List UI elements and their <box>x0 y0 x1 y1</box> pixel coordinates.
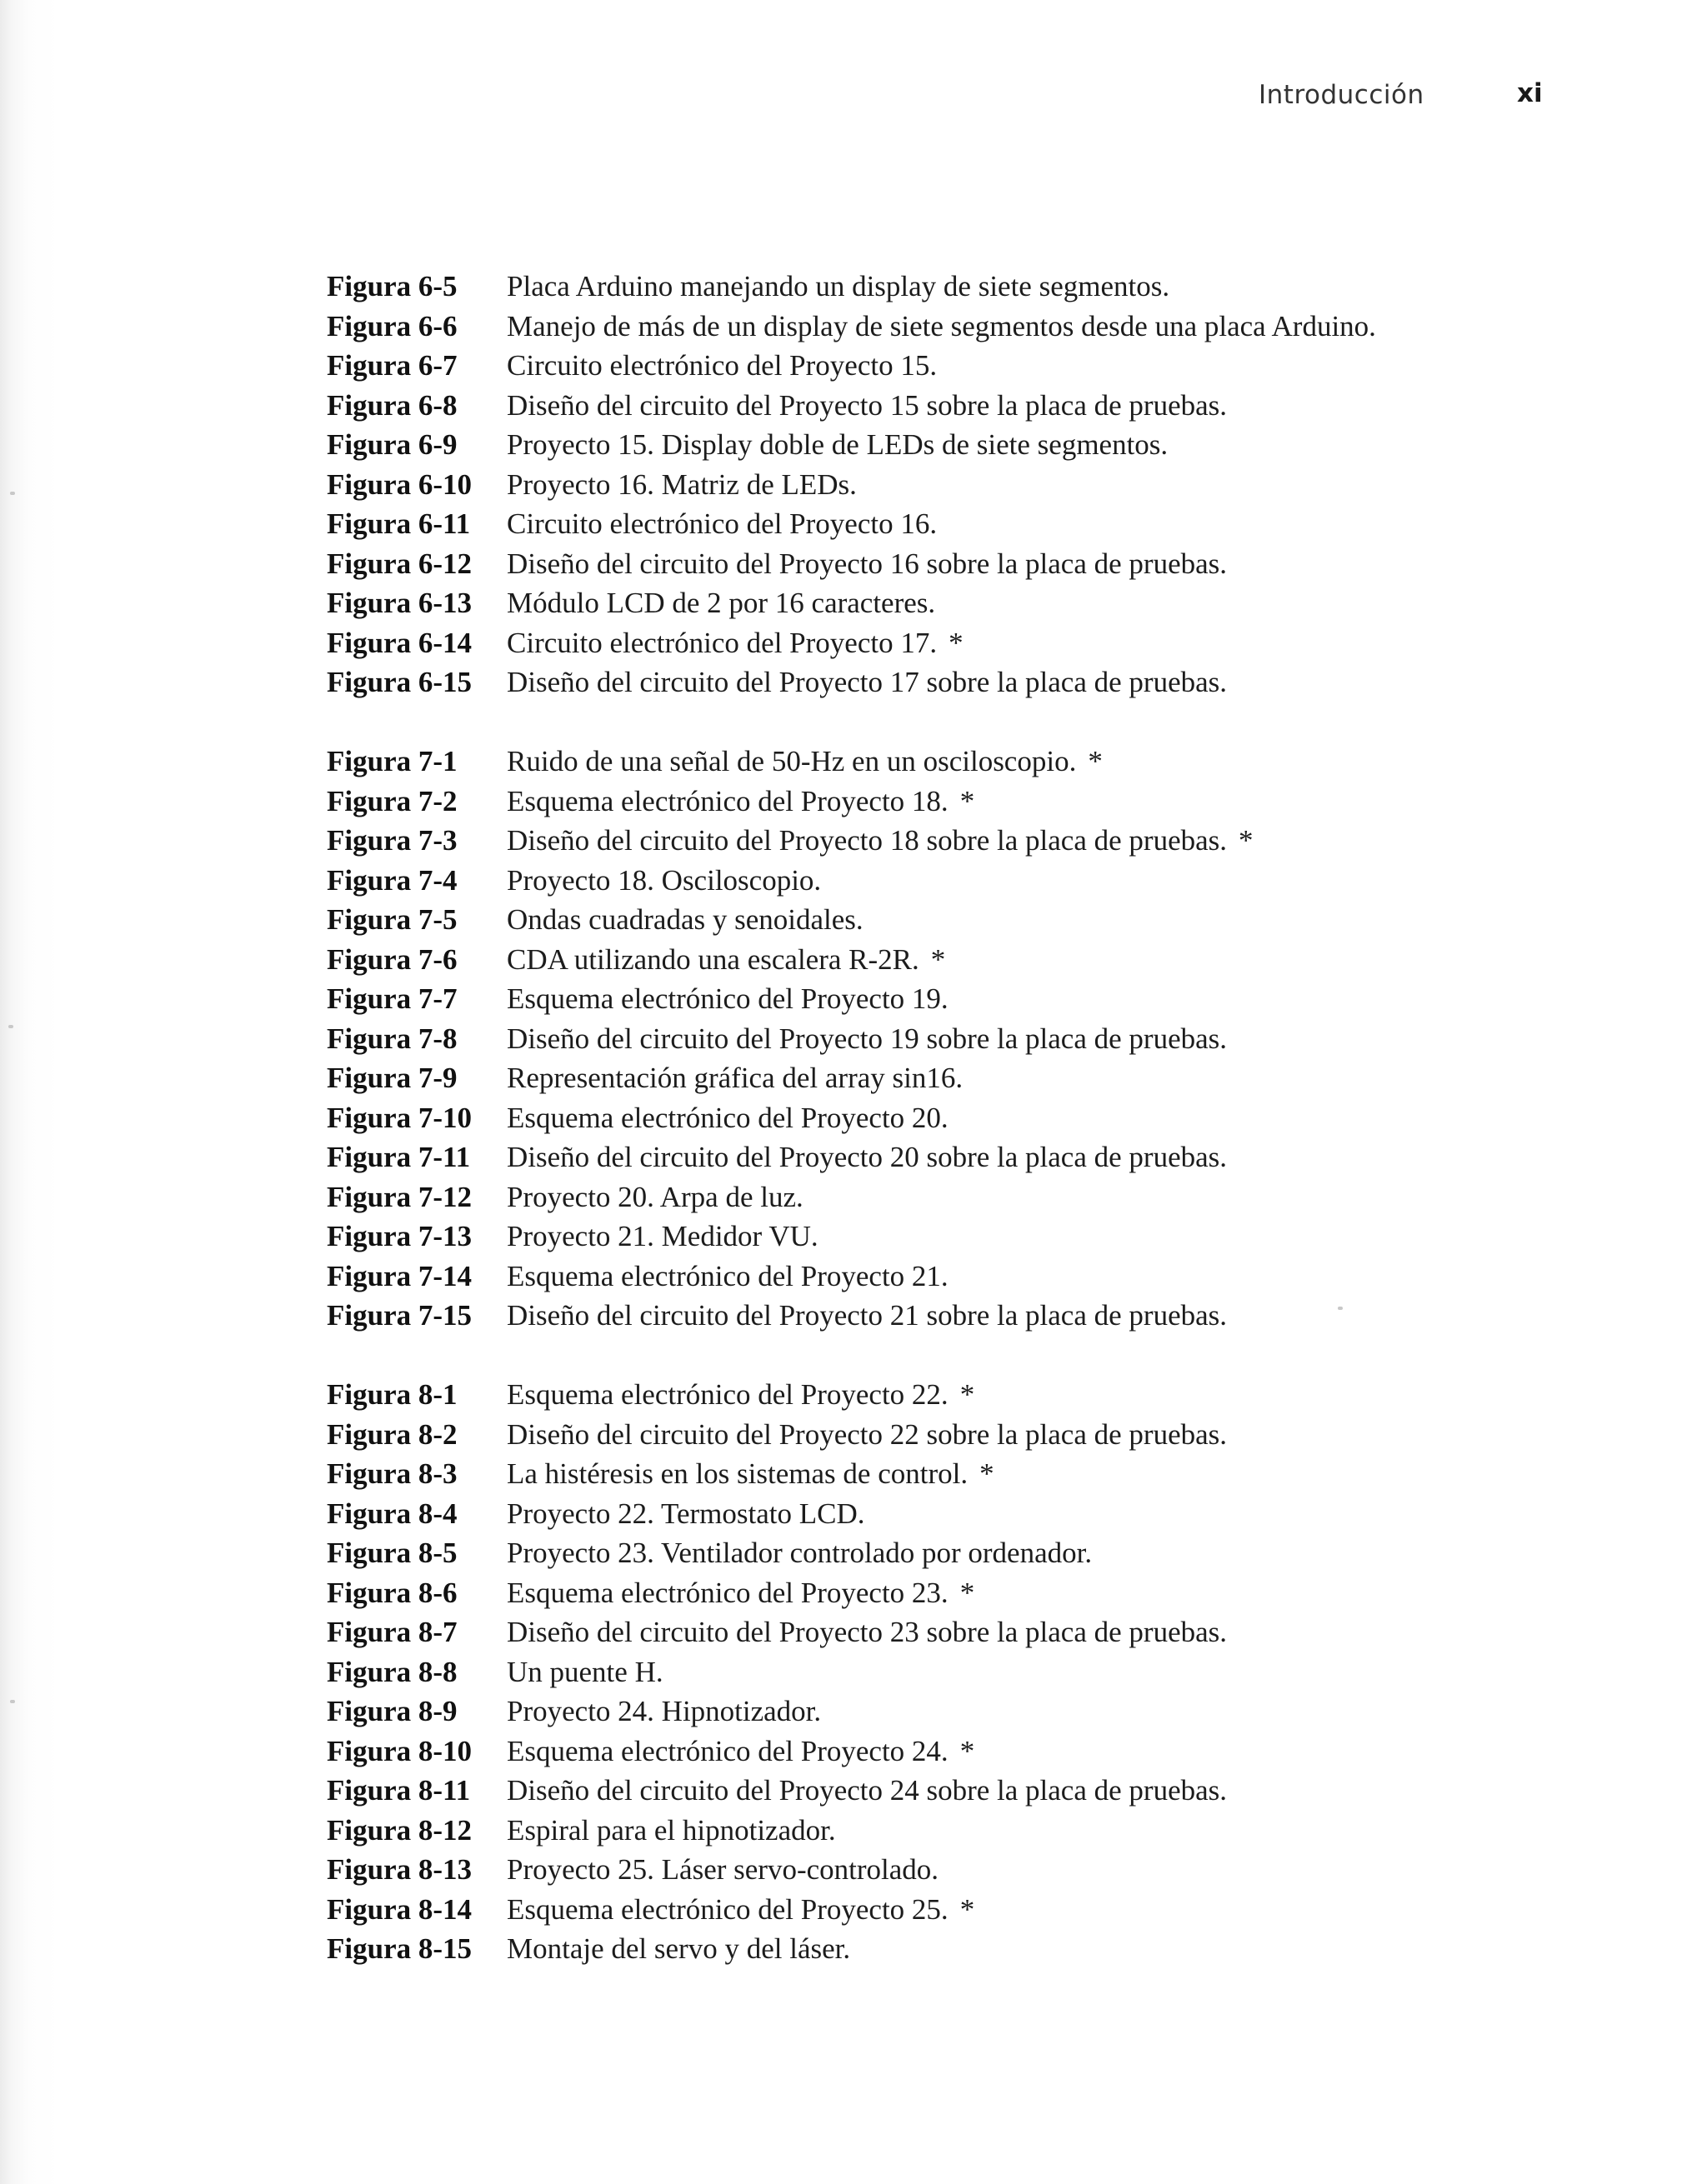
figure-label: Figura 8-12 <box>327 1813 473 1847</box>
figure-caption: Diseño del circuito del Proyecto 23 sobre la placa de pruebas. <box>507 1616 1228 1648</box>
figure-label: Figura 6-10 <box>327 467 473 501</box>
figure-group <box>327 742 1577 1336</box>
asterisk-mark: * <box>959 1892 975 1926</box>
figure-label: Figura 6-7 <box>327 349 458 382</box>
figure-entry <box>327 623 1577 663</box>
figure-label: Figura 6-5 <box>327 270 458 302</box>
figure-label: Figura 8-10 <box>327 1734 473 1767</box>
figure-label: Figura 7-1 <box>327 745 458 777</box>
figure-entry <box>327 1692 1577 1732</box>
figure-label: Figura 8-1 <box>327 1378 458 1411</box>
asterisk-mark: * <box>959 784 975 817</box>
figure-label: Figura 6-8 <box>327 388 458 422</box>
figure-entry <box>327 1375 1577 1415</box>
figure-caption: Esquema electrónico del Proyecto 25. <box>507 1892 949 1926</box>
figure-caption: Diseño del circuito del Proyecto 15 sobre la placa de pruebas. <box>507 388 1228 422</box>
scan-speck <box>8 1025 13 1028</box>
figure-label: Figura 8-2 <box>327 1417 458 1451</box>
figure-caption: Diseño del circuito del Proyecto 21 sobre la placa de pruebas. <box>507 1299 1228 1332</box>
running-head <box>0 80 1707 122</box>
figure-entry <box>327 1098 1577 1138</box>
figure-caption: Manejo de más de un display de siete segmentos desde una placa Arduino. <box>507 309 1376 342</box>
figure-label: Figura 6-13 <box>327 587 473 619</box>
figure-label: Figura 6-14 <box>327 626 473 659</box>
figure-caption: Esquema electrónico del Proyecto 19. <box>507 982 949 1015</box>
figure-entry <box>327 1929 1577 1969</box>
asterisk-mark: * <box>979 1457 994 1490</box>
figure-caption: Circuito electrónico del Proyecto 16. <box>507 507 938 540</box>
figure-entry <box>327 1771 1577 1811</box>
figure-entry <box>327 267 1577 307</box>
figure-caption: Circuito electrónico del Proyecto 17. <box>507 626 938 659</box>
asterisk-mark: * <box>959 1576 975 1609</box>
figure-caption: Diseño del circuito del Proyecto 22 sobre la placa de pruebas. <box>507 1417 1228 1451</box>
figure-label: Figura 7-5 <box>327 903 458 936</box>
figure-list <box>327 267 1577 1969</box>
figure-caption: Esquema electrónico del Proyecto 22. <box>507 1378 949 1411</box>
figure-caption: Esquema electrónico del Proyecto 21. <box>507 1259 949 1292</box>
figure-caption: Un puente H. <box>507 1655 663 1688</box>
figure-caption: Proyecto 23. Ventilador controlado por ordenador. <box>507 1537 1093 1569</box>
asterisk-mark: * <box>959 1378 975 1411</box>
figure-label: Figura 7-7 <box>327 982 458 1015</box>
figure-caption: Diseño del circuito del Proyecto 20 sobre la placa de pruebas. <box>507 1141 1228 1173</box>
figure-group <box>327 1375 1577 1969</box>
figure-entry <box>327 1058 1577 1098</box>
figure-entry <box>327 1890 1577 1930</box>
figure-caption: Proyecto 20. Arpa de luz. <box>507 1180 803 1213</box>
figure-label: Figura 6-6 <box>327 309 458 342</box>
figure-label: Figura 7-14 <box>327 1259 473 1292</box>
figure-entry <box>327 1257 1577 1297</box>
figure-caption: Proyecto 25. Láser servo-controlado. <box>507 1853 939 1886</box>
figure-label: Figura 8-7 <box>327 1616 458 1648</box>
figure-caption: CDA utilizando una escalera R-2R. <box>507 942 919 976</box>
figure-entry <box>327 1811 1577 1851</box>
figure-caption: Representación gráfica del array sin16. <box>507 1062 964 1094</box>
figure-label: Figura 6-15 <box>327 666 473 698</box>
figure-label: Figura 7-13 <box>327 1220 473 1252</box>
asterisk-mark: * <box>1239 824 1254 857</box>
figure-entry <box>327 386 1577 426</box>
figure-caption: Esquema electrónico del Proyecto 24. <box>507 1734 949 1767</box>
figure-entry <box>327 1850 1577 1890</box>
figure-caption: Circuito electrónico del Proyecto 15. <box>507 349 938 382</box>
figure-entry <box>327 425 1577 465</box>
figure-label: Figura 8-8 <box>327 1655 458 1688</box>
figure-label: Figura 7-2 <box>327 784 458 817</box>
figure-caption: Diseño del circuito del Proyecto 19 sobre la placa de pruebas. <box>507 1022 1228 1055</box>
figure-caption: Proyecto 24. Hipnotizador. <box>507 1695 822 1727</box>
figure-entry <box>327 1177 1577 1217</box>
figure-label: Figura 7-9 <box>327 1062 458 1094</box>
figure-caption: Diseño del circuito del Proyecto 16 sobre la placa de pruebas. <box>507 547 1228 580</box>
figure-entry <box>327 1415 1577 1455</box>
figure-entry <box>327 1652 1577 1692</box>
figure-entry <box>327 900 1577 940</box>
figure-label: Figura 8-3 <box>327 1457 458 1490</box>
figure-caption: Ondas cuadradas y senoidales. <box>507 903 864 936</box>
asterisk-mark: * <box>1088 745 1103 777</box>
figure-entry <box>327 821 1577 861</box>
figure-label: Figura 6-12 <box>327 547 473 580</box>
figure-label: Figura 7-8 <box>327 1022 458 1055</box>
figure-caption: Módulo LCD de 2 por 16 caracteres. <box>507 587 936 619</box>
figure-entry <box>327 742 1577 782</box>
figure-caption: Diseño del circuito del Proyecto 17 sobre la placa de pruebas. <box>507 666 1228 698</box>
figure-label: Figura 8-4 <box>327 1497 458 1530</box>
figure-label: Figura 8-15 <box>327 1932 473 1965</box>
figure-entry <box>327 782 1577 822</box>
figure-label: Figura 8-5 <box>327 1537 458 1569</box>
figure-caption: Placa Arduino manejando un display de siete segmentos. <box>507 270 1170 302</box>
figure-label: Figura 7-10 <box>327 1101 473 1134</box>
figure-label: Figura 8-13 <box>327 1853 473 1886</box>
figure-caption: Esquema electrónico del Proyecto 20. <box>507 1101 949 1134</box>
figure-entry <box>327 504 1577 544</box>
figure-entry <box>327 861 1577 901</box>
figure-caption: Montaje del servo y del láser. <box>507 1932 851 1965</box>
figure-label: Figura 6-11 <box>327 507 471 540</box>
figure-caption: Esquema electrónico del Proyecto 23. <box>507 1576 949 1609</box>
figure-caption: Proyecto 22. Termostato LCD. <box>507 1497 865 1530</box>
figure-entry <box>327 1296 1577 1336</box>
figure-caption: Diseño del circuito del Proyecto 24 sobre la placa de pruebas. <box>507 1774 1228 1807</box>
figure-entry <box>327 307 1577 347</box>
figure-label: Figura 7-15 <box>327 1299 473 1332</box>
scan-speck <box>10 1700 15 1703</box>
figure-entry <box>327 583 1577 623</box>
figure-entry <box>327 979 1577 1019</box>
figure-entry <box>327 1454 1577 1494</box>
figure-label: Figura 8-11 <box>327 1774 471 1807</box>
figure-entry <box>327 544 1577 584</box>
figure-entry <box>327 1612 1577 1652</box>
figure-label: Figura 7-4 <box>327 863 458 897</box>
figure-caption: Proyecto 15. Display doble de LEDs de siete segmentos. <box>507 428 1169 461</box>
figure-label: Figura 7-6 <box>327 942 458 976</box>
figure-label: Figura 8-9 <box>327 1695 458 1727</box>
figure-entry <box>327 1494 1577 1534</box>
asterisk-mark: * <box>949 626 964 659</box>
figure-caption: Ruido de una señal de 50-Hz en un osciloscopio. <box>507 745 1077 777</box>
figure-entry <box>327 662 1577 702</box>
figure-group <box>327 267 1577 702</box>
figure-entry <box>327 1732 1577 1772</box>
figure-label: Figura 7-12 <box>327 1180 473 1213</box>
figure-caption: Proyecto 21. Medidor VU. <box>507 1220 818 1252</box>
figure-label: Figura 8-14 <box>327 1892 473 1926</box>
figure-label: Figura 8-6 <box>327 1576 458 1609</box>
figure-caption: Proyecto 18. Osciloscopio. <box>507 863 822 897</box>
figure-entry <box>327 1573 1577 1613</box>
figure-entry <box>327 346 1577 386</box>
figure-caption: Diseño del circuito del Proyecto 18 sobre la placa de pruebas. <box>507 824 1228 857</box>
figure-entry <box>327 1533 1577 1573</box>
figure-label: Figura 7-3 <box>327 824 458 857</box>
figure-entry <box>327 1217 1577 1257</box>
page-number: xi <box>1517 78 1543 108</box>
asterisk-mark: * <box>959 1734 975 1767</box>
scan-speck <box>10 492 15 495</box>
figure-caption: Espiral para el hipnotizador. <box>507 1813 836 1847</box>
figure-entry <box>327 940 1577 980</box>
figure-label: Figura 7-11 <box>327 1141 471 1173</box>
figure-caption: Esquema electrónico del Proyecto 18. <box>507 784 949 817</box>
figure-entry <box>327 1137 1577 1177</box>
asterisk-mark: * <box>930 942 946 976</box>
figure-caption: La histéresis en los sistemas de control. <box>507 1457 969 1490</box>
figure-label: Figura 6-9 <box>327 428 458 461</box>
figure-entry <box>327 465 1577 505</box>
figure-entry <box>327 1019 1577 1059</box>
figure-caption: Proyecto 16. Matriz de LEDs. <box>507 467 857 501</box>
section-title: Introducción <box>1259 80 1424 110</box>
scan-speck <box>1338 1307 1343 1310</box>
